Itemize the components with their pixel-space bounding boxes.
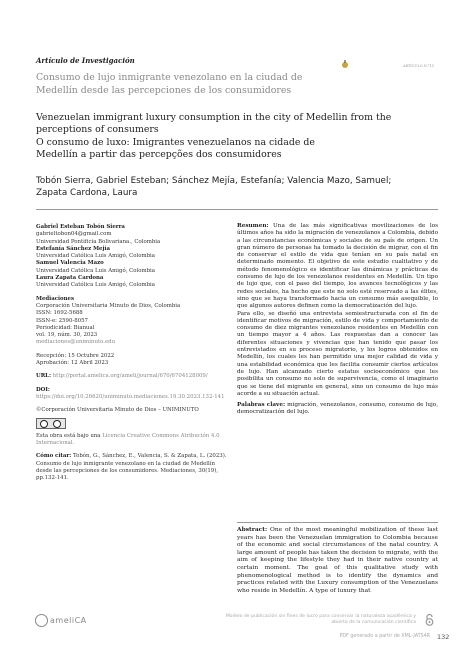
date-received: Recepción: 15 Octubre 2022 [36,352,115,359]
journal-name: Mediaciones [36,295,75,302]
date-approved: Aprobación: 12 Abril 2023 [36,360,109,367]
amelica-logo-text: ameliCA [50,616,87,625]
journal-publisher: Corporación Universitaria Minuto de Dios, Colombia [36,302,181,309]
author-affiliation: Universidad Pontificia Bolivariana., Colombia [36,238,161,245]
title-portuguese: O consumo de luxo: Imigrantes venezuelanos na cidade de Medellín a partir das percepções dos consumidores [36,137,315,161]
divider [237,522,438,523]
author-email[interactable]: gabrieltobon04@gmail.com [36,231,112,238]
metadata-column [36,224,228,483]
cite-text: Tobón, G., Sánchez, E., Valencia, S. & Zapata, L. (2023). Consumo de lujo inmigrante venezolano en la ciudad de Medellín desde las percepciones de los consumidores. Mediaciones, 30(19), pp.132-141. [36,453,227,482]
amelica-logo [35,614,95,628]
journal-logo-icon [341,60,349,70]
journal-volume: vol. 19, núm. 30, 2023 [36,332,98,339]
license-prefix: Esta obra está bajo una [36,432,101,439]
copyright: ©Corporación Universitaria Minuto de Dios – UNIMINUTO [36,407,199,414]
journal-issn-e: ISSN-e: 2590-8057 [36,317,88,324]
author-name: Gabriel Esteban Tobón Sierra [36,224,125,230]
open-access-icon [425,613,434,626]
article-number: ARTÍCULO N.°15 [403,64,434,68]
url-row [36,373,228,380]
doi-link[interactable]: https://doi.org/10.26620/uniminuto.mediaciones.19.30.2023.132-141 [36,393,225,400]
authors-line: Tobón Sierra, Gabriel Esteban; Sánchez Mejía, Estefanía; Valencia Mazo, Samuel; Zapata Cardona, Laura [36,176,392,199]
author-affiliation: Universidad Católica Luis Amigó, Colombia [36,282,155,289]
resumen-label: Resumen: [237,223,269,229]
abstract-text: One of the most meaningful mobilization of these last years has been the Venezuelan immigration to Colombia because of the economic and social circumstances of the natal country. A large amount of people has taken the decision to migrate, with the aim of keeping the lifestyle they had in their native country at certain moment. The goal of this qualitative study with phenomenological method is to identify the dynamics and practices related with the Luxury consumption of the Venezuelans who reside in Medellín. A type of luxury that [237,527,438,594]
footer-line-2: abierta de la comunicación científica [331,620,416,625]
license-row [36,433,228,448]
title-spanish: Consumo de lujo inmigrante venezolano en la ciudad de Medellín desde las percepciones de los consumidores [36,72,303,96]
author-affiliation: Universidad Católica Luis Amigó, Colombia [36,253,155,260]
author-name: Estefanía Sánchez Mejía [36,245,110,252]
author-affiliation: Universidad Católica Luis Amigó, Colombia [36,267,155,274]
url-label: URL: [36,373,51,380]
keywords [237,402,438,417]
license-link[interactable]: Licencia Creative Commons Atribución 4.0 Internacional. [36,432,220,447]
abstract-label: Abstract: [237,526,268,533]
doi-row [36,387,228,402]
journal-email[interactable]: mediaciones@uniminuto.edu [36,339,116,346]
resumen-text-1: Una de las más significativas movilizaciones de los últimos años ha sido la migración de venezolanos a Colombia, debido a las circunstancias económicas y sociales de su país de origen. Un gran número de personas ha tomado la decisión de migrar, con el fin de conservar el estilo de vida que tenían en su país natal en determinado momento. El objetivo de este estudio cualitativo y de método fenomenológico es identificar las dinámicas y prácticas de consumo de lujo de los venezolanos residentes en Medellín. Un tipo de lujo que, con el paso del tiempo, los avances tecnológicos y las redes sociales, ha hecho que este no solo esté reservado a las élites, sino que se haya transformado hacia un consumo más asequible, lo que algunos autores definen como la democratización del lujo. [237,223,438,310]
page-number: 132 [437,633,450,641]
abstract-block [237,526,438,595]
keywords-label: Palabras clave: [237,402,286,409]
citation [36,453,228,482]
section-label: Artículo de Investigación [36,56,135,65]
journal-issn: ISSN: 1692-5688 [36,310,83,317]
resumen-block [237,223,438,417]
divider [36,209,438,210]
title-english: Venezuelan immigrant luxury consumption in the city of Medellin from the perceptions of consumers [36,112,392,136]
article-url-link[interactable]: http://portal.amelica.org/ameli/journal/670/6704128009/ [52,373,208,380]
journal-periodicity: Periodicidad: Bianual [36,324,95,331]
cite-label: Cómo citar: [36,453,72,460]
generated-note: PDF generado a partir de XML-JATS4R [339,634,430,639]
author-name: Laura Zapata Cardona [36,275,104,282]
doi-label: DOI: [36,386,50,393]
cc-by-badge-icon[interactable] [36,418,66,429]
resumen-paragraph-1 [237,223,438,311]
footer-note [196,614,416,626]
resumen-paragraph-2: Para ello, se diseñó una entrevista semiestructurada con el fin de identificar motivos de migración, estilo de vida y comportamiento de consumo de diez migrantes venezolanos residentes en Medellín con un tiempo mayor a 4 años. Las respuestas dan a conocer las diferentes situaciones y vivencias que han tenido que pasar los entrevistados en su proceso migratorio, y los logros obtenidos en Medellín, los cuales les han permitido una mejor calidad de vida y una estabilidad económica que les facilita consumir ciertos artículos de lujo. Han alcanzado cierto estatus socioeconómico que les posibilita un consumo no solo de supervivencia, como el imaginario que se tiene del migrante en general, sino un consumo de lujo más acorde a su situación actual. [237,310,438,397]
author-name: Samuel Valencia Mazo [36,260,104,267]
amelica-logo-icon [35,614,48,627]
keywords-text: migración, venezolanos, consumo, consumo de lujo, democratización del lujo. [237,402,439,416]
footer-line-1: Modelo de publicación sin fines de lucro para conservar la naturaleza académica y [225,614,416,619]
